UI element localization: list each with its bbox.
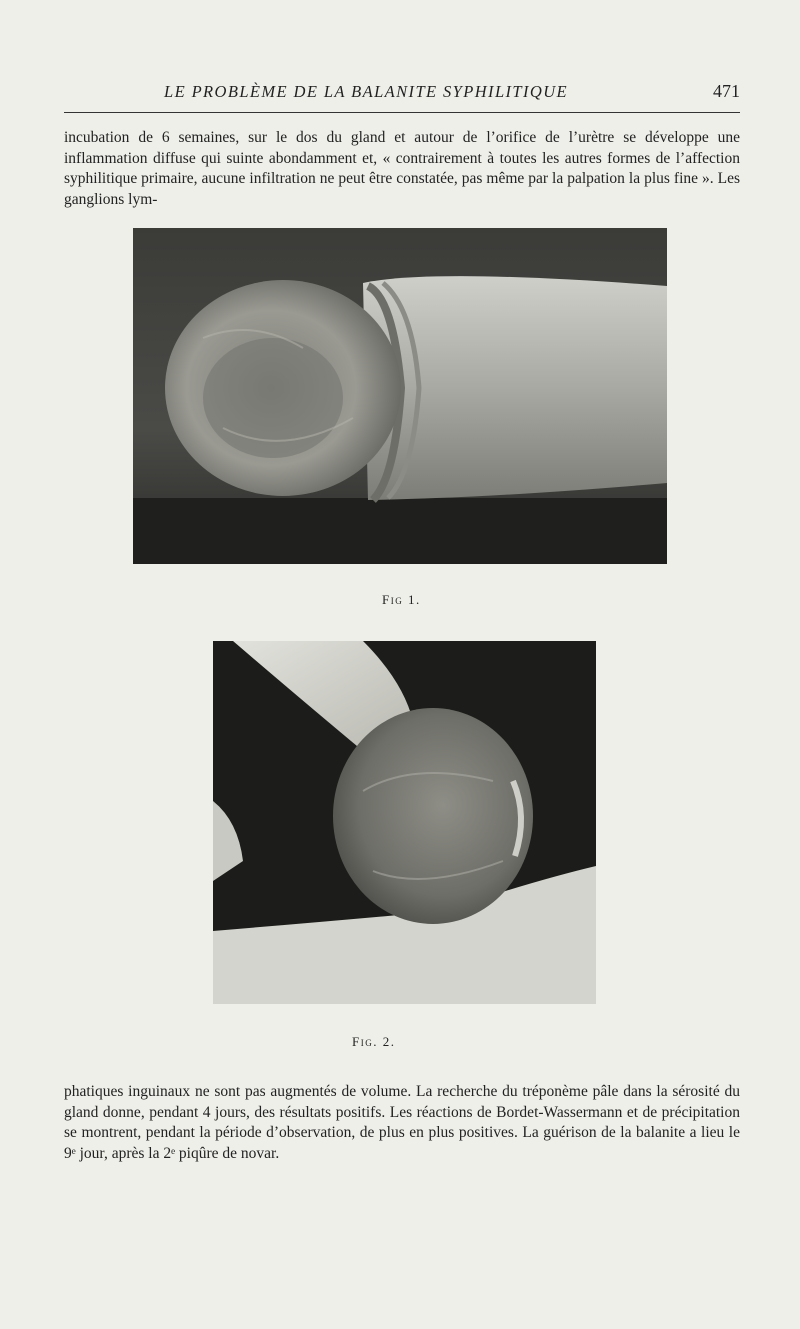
- header-rule: [64, 112, 740, 113]
- figure-2-caption: Fig. 2.: [352, 1034, 396, 1049]
- figure-1-caption: Fig 1.: [382, 592, 421, 607]
- figure-2-photo: [213, 641, 596, 1004]
- running-header: [64, 78, 740, 108]
- paragraph-bottom: phatiques inguinaux ne sont pas augmentés de volume. La recherche du tréponème pâle dans la sérosité du gland donne, pendant 4 jours, des résultats positifs. Les réactions de Bordet-Wassermann et de précipitation se montrent, pendant la période d’observation, de plus en plus positives. La guérison de la balanite a lieu le 9ᵉ jour, après la 2ᵉ piqûre de novar.: [64, 1083, 740, 1162]
- page-number: 471: [713, 81, 740, 101]
- running-title: LE PROBLÈME DE LA BALANITE SYPHILITIQUE: [164, 82, 569, 101]
- figure-1-photo: [133, 228, 667, 564]
- paragraph-top: incubation de 6 semaines, sur le dos du gland et autour de l’orifice de l’urètre se développe une inflammation diffuse qui suinte abondamment et, « contrairement à toutes les autres formes de l’affection syphilitique primaire, aucune infiltration ne peut être constatée, pas même par la palpation la plus fine ». Les ganglions lym-: [64, 129, 740, 208]
